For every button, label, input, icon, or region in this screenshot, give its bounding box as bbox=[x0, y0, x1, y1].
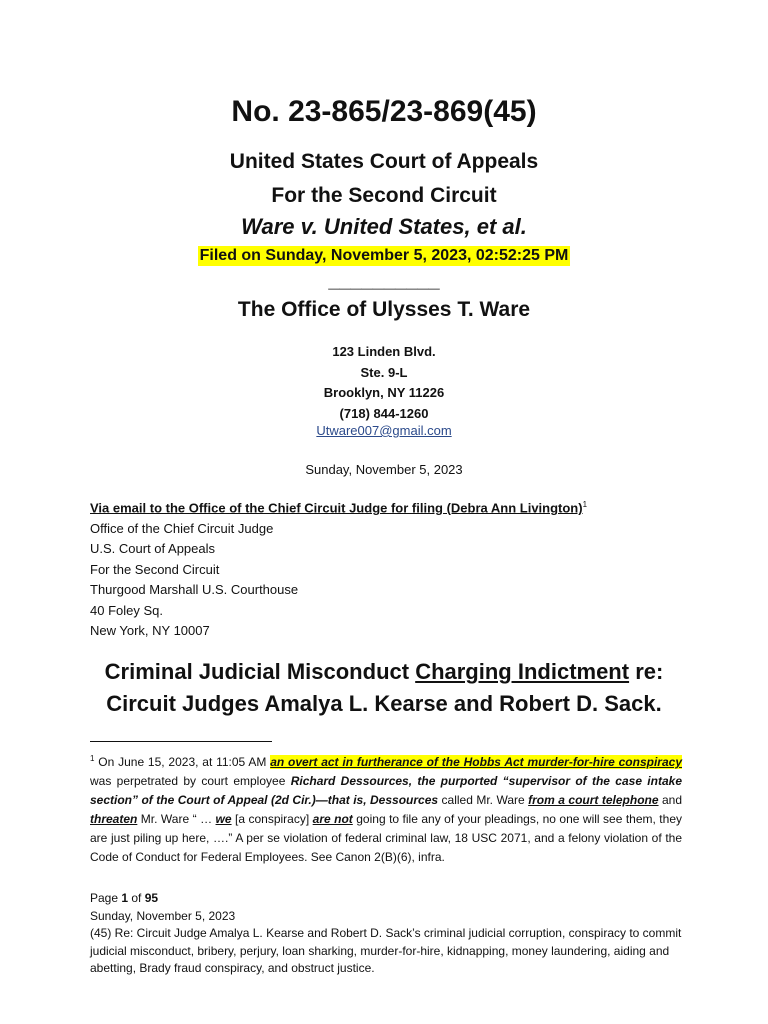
office-name: The Office of Ulysses T. Ware bbox=[237, 298, 531, 321]
address-line1: 123 Linden Blvd. bbox=[332, 344, 436, 359]
title-part3: re: bbox=[629, 659, 664, 684]
court-name-line1: United States Court of Appeals bbox=[229, 150, 539, 173]
page-label: Page bbox=[90, 891, 122, 905]
page-of: of bbox=[128, 891, 145, 905]
footnote-ref[interactable]: 1 bbox=[582, 500, 588, 509]
address-line2: Ste. 9-L bbox=[360, 364, 408, 380]
document-title bbox=[0, 656, 768, 720]
email-block bbox=[0, 422, 768, 440]
page-indicator bbox=[90, 890, 690, 908]
footnote-text: called Mr. Ware bbox=[438, 793, 529, 807]
recipient-line: For the Second Circuit bbox=[90, 561, 220, 577]
filed-notice-wrap bbox=[0, 246, 768, 266]
footnote-mark: 1 bbox=[90, 754, 95, 763]
title-line1 bbox=[0, 656, 768, 688]
recipient-line: Thurgood Marshall U.S. Courthouse bbox=[90, 582, 299, 598]
page-current: 1 bbox=[121, 891, 129, 905]
footnote-emphasis: we bbox=[215, 812, 232, 826]
address-block bbox=[0, 342, 768, 424]
recipient-block bbox=[90, 495, 730, 642]
footnote-highlight: an overt act in furtherance of the Hobbs Act murder-for-hire conspiracy bbox=[270, 755, 682, 769]
footer-date: Sunday, November 5, 2023 bbox=[90, 908, 236, 923]
footnote-text: was perpetrated by court employee bbox=[90, 774, 291, 788]
footnote-emphasis: Richard Dessources, the purported “supervisor of the case intake section” of the Court of Appeal (2d Cir.)—that is, Dessources bbox=[90, 774, 682, 807]
footnote-text: Mr. Ware “ … bbox=[137, 812, 216, 826]
filed-notice: Filed on Sunday, November 5, 2023, 02:52:25 PM bbox=[199, 247, 569, 264]
footer-description: (45) Re: Circuit Judge Amalya L. Kearse and Robert D. Sack’s criminal judicial corruption, conspiracy to commit judicial misconduct, bribery, perjury, loan sharking, murder-for-hire, kidnapping, money laundering, aiding and abetting, Brady fraud conspiracy, and obstruct justice. bbox=[90, 926, 682, 975]
recipient-line: U.S. Court of Appeals bbox=[90, 541, 216, 557]
case-caption: Ware v. United States, et al. bbox=[241, 214, 527, 239]
title-part1: Criminal Judicial Misconduct bbox=[104, 659, 416, 684]
email-link[interactable]: Utware007@gmail.com bbox=[316, 423, 452, 438]
footnote-text: going to file any of your pleadings, no one will see them, they are just piling up here, ….” A per se violation of federal criminal law, 18 USC 2071, and a felony violation of the Code of Conduct for Federal Employees. See Canon 2(B)(6), infra. bbox=[90, 812, 682, 864]
title-underlined: Charging Indictment bbox=[415, 659, 630, 684]
separator-line: __________ bbox=[328, 270, 440, 292]
case-number: No. 23-865/23-869(45) bbox=[231, 95, 537, 128]
letter-date: Sunday, November 5, 2023 bbox=[305, 462, 463, 477]
footnote-text: On June 15, 2023, at 11:05 AM bbox=[94, 755, 271, 769]
via-text: Via email to the Office of the Chief Circuit Judge for filing (Debra Ann Livington) bbox=[90, 500, 583, 516]
court-name-line2: For the Second Circuit bbox=[271, 184, 497, 207]
footnote-divider bbox=[90, 741, 272, 742]
footnote-emphasis: are not bbox=[312, 812, 353, 826]
recipient-line: Office of the Chief Circuit Judge bbox=[90, 520, 274, 536]
address-line3: Brooklyn, NY 11226 bbox=[323, 385, 445, 400]
footnote-emphasis: threaten bbox=[90, 812, 138, 826]
page-footer bbox=[90, 890, 690, 978]
recipient-line: 40 Foley Sq. bbox=[90, 602, 163, 618]
via-line bbox=[90, 495, 730, 519]
footnote-text: [a conspiracy] bbox=[231, 812, 313, 826]
page-total: 95 bbox=[144, 891, 159, 905]
footnote bbox=[90, 749, 682, 867]
recipient-line: New York, NY 10007 bbox=[90, 623, 210, 639]
phone-number: (718) 844-1260 bbox=[339, 405, 429, 421]
footnote-emphasis: from a court telephone bbox=[528, 793, 659, 807]
title-line2: Circuit Judges Amalya L. Kearse and Robert D. Sack. bbox=[106, 691, 662, 716]
footnote-text: and bbox=[658, 793, 683, 807]
